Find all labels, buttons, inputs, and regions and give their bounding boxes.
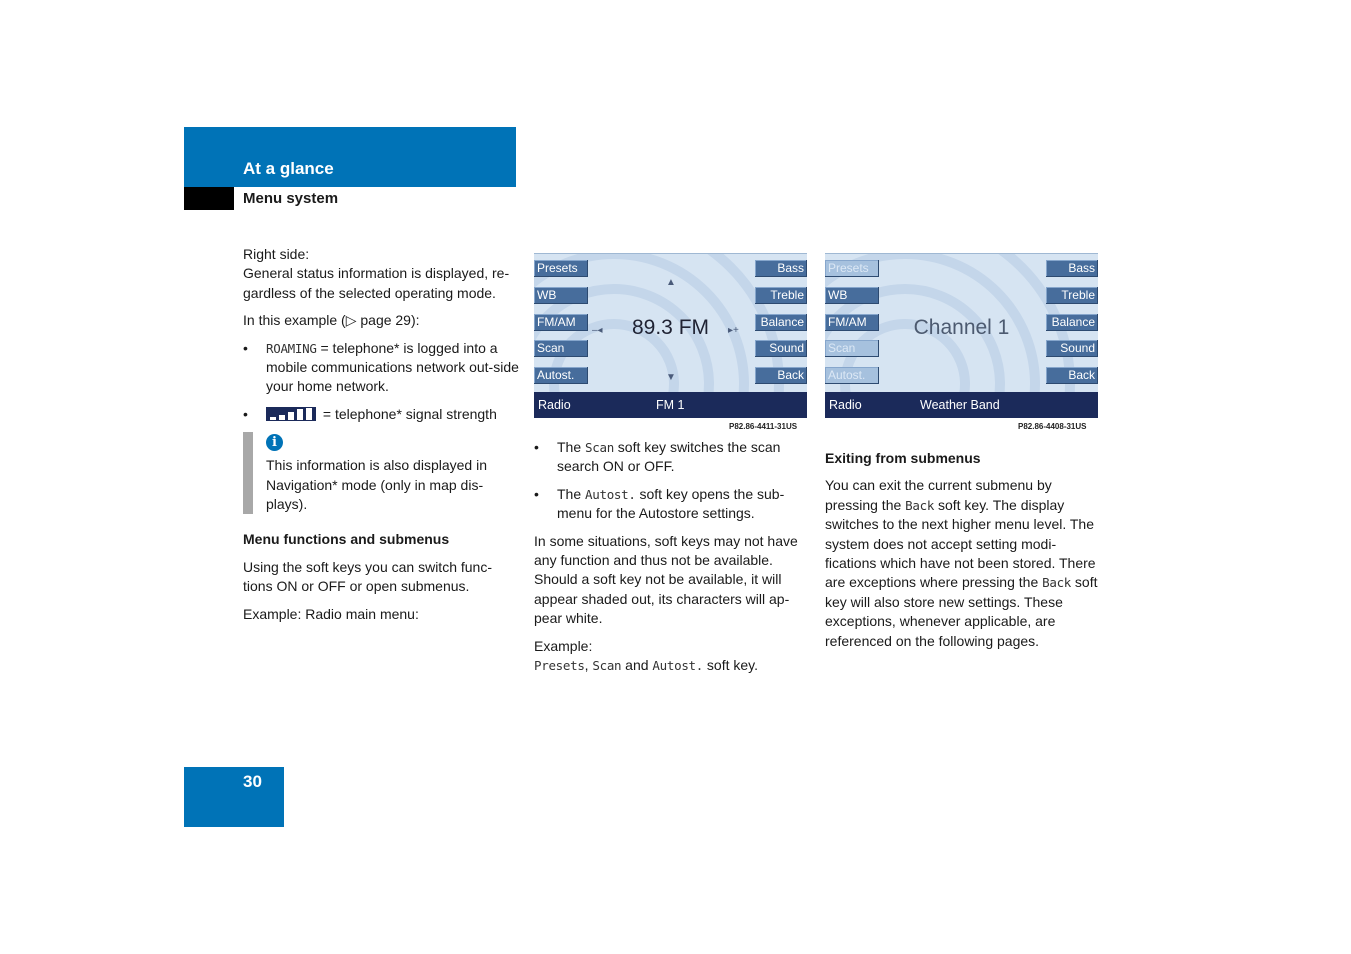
left-column [243,245,519,632]
page-number-box [184,767,284,827]
seek-right-icon[interactable]: ▸+ [728,325,739,336]
heading-exiting-submenus: Exiting from submenus [825,450,981,466]
right-side-text: General status information is displayed, re-gardless of the selected operating mode. [243,265,510,301]
softkey-wb[interactable]: WB [825,287,879,304]
header-tab-marker [184,187,234,210]
list-item-scan: • The Scan soft key switches the scan search ON or OFF. [534,439,781,475]
header-bar [184,127,516,187]
softkey-scan-shaded: Scan [825,340,879,357]
softkey-sound[interactable]: Sound [1046,340,1098,357]
seek-left-icon[interactable]: –◂ [592,325,603,336]
list-item-autost: • The Autost. soft key opens the sub-menu for the Autostore settings. [534,485,785,522]
softkey-balance[interactable]: Balance [755,314,807,331]
info-text: This information is also displayed in Navigation* mode (only in map dis-plays). [266,457,487,513]
softkey-sound[interactable]: Sound [755,340,807,357]
paragraph-example-radio: Example: Radio main menu: [243,605,419,622]
info-icon: i [266,434,283,451]
figure-caption-1: P82.86-4411-31US [729,422,798,431]
softkey-bass[interactable]: Bass [1046,260,1098,277]
softkey-back[interactable]: Back [755,367,807,384]
softkey-balance[interactable]: Balance [1046,314,1098,331]
status-bar [534,392,807,418]
roaming-text: = telephone* is logged into a mobile communications network out-side your home network. [266,339,519,395]
softkey-fm-am[interactable]: FM/AM [534,314,588,331]
softkey-presets[interactable]: Presets [534,260,588,277]
roaming-code: ROAMING [266,340,317,356]
status-band: Weather Band [920,398,1000,412]
status-mode: Radio [538,398,571,412]
right-side-label: Right side: [243,246,310,262]
autost-code: Autost. [585,486,636,502]
softkey-bass[interactable]: Bass [755,260,807,277]
arrow-up-icon[interactable]: ▲ [666,277,676,288]
arrow-down-icon[interactable]: ▼ [666,372,676,383]
softkey-autost-shaded: Autost. [825,367,879,384]
softkey-treble[interactable]: Treble [755,287,807,304]
paragraph-example-ref: In this example (▷ page 29): [243,312,420,329]
softkey-presets-shaded: Presets [825,260,879,277]
info-bar [243,432,253,514]
info-note [243,432,519,514]
softkey-wb[interactable]: WB [534,287,588,304]
radio-screen-fm [534,253,807,418]
middle-column [534,438,810,683]
paragraph-exiting: You can exit the current submenu by pressing the Back soft key. The display switches to the next higher menu level. The system does not accept setting modi-fications which have not been stored. There are exceptions where pressing the Back soft key will also store new settings. These exceptions, whenever applicable, are referenced on the following pages. [825,477,1098,649]
paragraph-soft-keys: Using the soft keys you can switch func-tions ON or OFF or open submenus. [243,558,492,595]
frequency-display: 89.3 FM [631,316,710,339]
list-item-roaming: • ROAMING = telephone* is logged into a mobile communications network out-side your home network. [243,339,519,395]
paragraph-example-keys: Example: Presets, Scan and Autost. soft key. [534,637,758,674]
status-band: FM 1 [656,398,685,412]
softkey-back[interactable]: Back [1046,367,1098,384]
softkey-scan[interactable]: Scan [534,340,588,357]
page-number: 30 [243,772,262,791]
scan-code: Scan [585,440,614,455]
channel-display: Channel 1 [913,316,1010,339]
list-item-signal: • = telephone* signal strength [243,405,497,422]
section-title: At a glance [243,159,334,178]
heading-menu-functions: Menu functions and submenus [243,531,450,548]
paragraph-shaded-keys: In some situations, soft keys may not have any function and thus not be available. Should a soft key not be available, it will appear shaded out, its characters will ap-pear white. [534,532,798,627]
right-column [825,449,1101,659]
figure-caption-2: P82.86-4408-31US [1018,422,1087,431]
softkey-treble[interactable]: Treble [1046,287,1098,304]
radio-screen-weather [825,253,1098,418]
softkey-fm-am[interactable]: FM/AM [825,314,879,331]
softkey-autost[interactable]: Autost. [534,367,588,384]
status-bar [825,392,1098,418]
paragraph-right-side [243,245,519,303]
subsection-title: Menu system [243,190,339,207]
status-mode: Radio [829,398,862,412]
signal-strength-icon [266,407,316,421]
signal-text: = telephone* signal strength [319,405,497,422]
